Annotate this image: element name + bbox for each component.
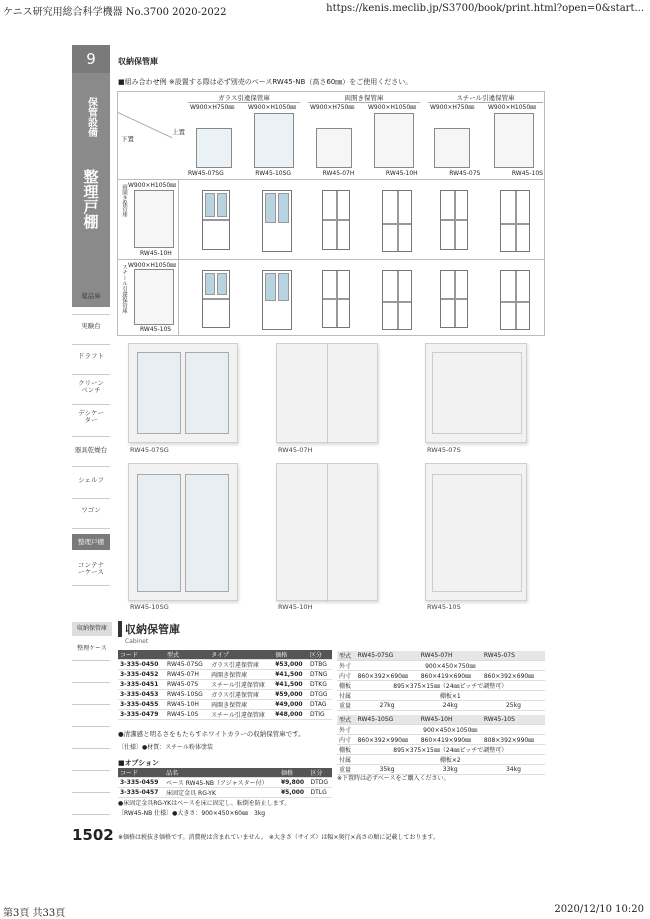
- col-header: 品名: [164, 768, 279, 778]
- sidebar-item-container-case[interactable]: コンテナーケース: [78, 561, 104, 577]
- col-header: 区分: [308, 650, 332, 660]
- size-label: W900×H1050㎜: [488, 104, 537, 111]
- sidebar-item-draft[interactable]: ドラフト: [78, 352, 104, 360]
- cabinet-steel-icon: [434, 128, 470, 168]
- photo-caption: RW45-07S: [427, 446, 461, 454]
- table-row: 3-335-0453 RW45-10SG ガラス引違保管庫 ¥59,000 DTGG: [118, 690, 332, 700]
- stack-glass-steel-icon: [202, 270, 230, 328]
- photo-caption: RW45-07H: [278, 446, 313, 454]
- model-label: RW45-10H: [385, 170, 418, 177]
- cabinet-steel-icon: [134, 269, 174, 325]
- stack-hinged-hinged-icon: [322, 190, 350, 250]
- model-label: RW45-07H: [322, 170, 355, 177]
- group-label: 保管設備: [85, 97, 97, 137]
- stack-glass-hinged-icon: [202, 190, 230, 250]
- group-steel-sliding: スチール引違保管庫: [428, 93, 543, 103]
- photo-caption: RW45-07SG: [130, 446, 169, 454]
- stack-glass-hinged-icon: [262, 190, 292, 252]
- table-row: 付属 棚板×1: [337, 691, 545, 701]
- combo-title: ■組み合わせ例 ※設置する際は必ず別売のベースRW45-NB（高さ60㎜）をご使用ください。: [118, 78, 413, 86]
- sidebar-item-lab-bench[interactable]: 実験台: [81, 322, 101, 330]
- chapter-sidebar: [72, 73, 110, 307]
- tab-cabinet[interactable]: 収納保管庫: [72, 622, 112, 636]
- spec-table-750: 型式 RW45-07SG RW45-07H RW45-07S 外寸 900×450×750㎜ 内寸 860×392×690㎜ 860×419×690㎜ 860×392×690㎜ 棚板 895×375×15㎜（24㎜ピッチで調整可） 付属 棚板×1 重量 27kg 24kg 25kg: [337, 651, 545, 711]
- row-label: スチール引違保管庫: [121, 264, 127, 314]
- footnote: ※価格は税抜き価格です。消費税は含まれていません。 ※大きさ（サイズ）は幅×奥行×高さの順に記載しております。: [118, 834, 439, 841]
- table-row: 3-335-0455 RW45-10H 両開き保管庫 ¥49,000 DTAG: [118, 700, 332, 710]
- chapter-number: 9: [72, 45, 110, 73]
- col-header: コード: [118, 768, 164, 778]
- stack-steel-steel-icon: [440, 270, 468, 328]
- table-row: 内寸 860×392×990㎜ 860×419×990㎜ 808×392×990㎜: [337, 735, 545, 745]
- cabinet-glass-icon: [254, 113, 294, 168]
- sidebar-item-shelf[interactable]: シェルフ: [78, 476, 104, 484]
- size-label: W900×H1050㎜: [368, 104, 417, 111]
- cabinet-hinged-icon: [134, 190, 174, 248]
- table-row: 棚板 895×375×15㎜（24㎜ピッチで調整可）: [337, 745, 545, 755]
- option-note: ●床固定金具RG-YKはベースを床に固定し、転倒を防止します。: [118, 800, 291, 807]
- stack-steel-hinged-icon: [500, 190, 530, 252]
- table-row: 3-335-0457 床固定金具 RG-YK ¥5,000 DTLG: [118, 788, 332, 798]
- product-spec-note: 〔仕様〕●材質：スチール粉体塗装: [118, 744, 213, 751]
- page-url: https://kenis.meclib.jp/S3700/book/print.html?open=0&start...: [326, 3, 644, 14]
- cabinet-hinged-icon: [316, 128, 352, 168]
- cabinet-steel-icon: [494, 113, 534, 168]
- model-label: RW45-10SG: [255, 170, 292, 177]
- product-photo-hinged: [276, 343, 378, 443]
- col-header: 型式: [165, 650, 209, 660]
- stack-hinged-steel-icon: [382, 270, 412, 330]
- col-header: コード: [118, 650, 165, 660]
- group-glass-sliding: ガラス引違保管庫: [188, 93, 300, 103]
- model-label: RW45-10S: [140, 326, 172, 333]
- title-accent: [118, 621, 122, 637]
- product-photo-steel-tall: [425, 463, 527, 601]
- photo-caption: RW45-10SG: [130, 603, 169, 611]
- col-header: タイプ: [209, 650, 273, 660]
- option-title: ■オプション: [118, 759, 159, 767]
- photo-caption: RW45-10H: [278, 603, 313, 611]
- table-row: 3-335-0459 ベース RW45-NB（アジャスター付） ¥9,800 DTDG: [118, 778, 332, 788]
- spec-note: ※下置時は必ずベースをご購入ください。: [337, 775, 450, 782]
- stack-glass-steel-icon: [262, 270, 292, 330]
- option-table: [118, 768, 332, 798]
- table-row: 重量 35kg 33kg 34kg: [337, 765, 545, 775]
- tab-organizer[interactable]: 整理ケース: [77, 645, 107, 652]
- size-label: W900×H750㎜: [310, 104, 355, 111]
- col-header: 区分: [309, 768, 333, 778]
- window-title: ケニス研究用総合科学機器 No.3700 2020-2022: [3, 7, 227, 18]
- size-label: W900×H750㎜: [190, 104, 235, 111]
- col-header: 価格: [279, 768, 309, 778]
- bottom-label: 下置: [121, 135, 134, 143]
- size-label: W900×H1050㎜: [128, 182, 177, 189]
- sidebar-item-dryer[interactable]: 器具乾燥台: [74, 446, 108, 454]
- sidebar-item-clean-bench[interactable]: クリーンベンチ: [78, 379, 104, 395]
- stack-steel-steel-icon: [500, 270, 530, 330]
- sidebar-item-cabinet-active[interactable]: 整理戸棚: [72, 534, 110, 550]
- product-photo-glass: [128, 343, 238, 443]
- table-row: 内寸 860×392×690㎜ 860×419×690㎜ 860×392×690㎜: [337, 671, 545, 681]
- table-row: 3-335-0452 RW45-07H 両開き保管庫 ¥41,500 DTNG: [118, 670, 332, 680]
- model-label: RW45-07SG: [188, 170, 224, 177]
- table-row: 付属 棚板×2: [337, 755, 545, 765]
- stack-steel-hinged-icon: [440, 190, 468, 250]
- table-row: 重量 27kg 24kg 25kg: [337, 701, 545, 711]
- size-label: W900×H750㎜: [430, 104, 475, 111]
- stack-hinged-hinged-icon: [382, 190, 412, 252]
- sidebar-item-chemical-storage[interactable]: 薬品庫: [81, 292, 101, 300]
- photo-caption: RW45-10S: [427, 603, 461, 611]
- product-title: 収納保管庫: [125, 623, 180, 636]
- col-header: 価格: [273, 650, 308, 660]
- product-photo-steel: [425, 343, 527, 443]
- section-title: 収納保管庫: [118, 57, 158, 66]
- combination-grid: [117, 91, 545, 336]
- table-row: 3-335-0451 RW45-07S スチール引違保管庫 ¥41,500 DTKG: [118, 680, 332, 690]
- page-number: 1502: [72, 826, 114, 844]
- page-counter: 第3頁 共33頁: [3, 908, 66, 919]
- sidebar-item-desiccator[interactable]: デシケーター: [78, 409, 104, 425]
- model-label: RW45-10S: [511, 170, 543, 177]
- cabinet-glass-icon: [196, 128, 232, 168]
- print-timestamp: 2020/12/10 10:20: [554, 904, 644, 915]
- group-hinged: 両開き保管庫: [308, 93, 420, 103]
- price-table: [118, 650, 332, 720]
- stack-hinged-steel-icon: [322, 270, 350, 328]
- table-row: 外寸 900×450×750㎜: [337, 661, 545, 671]
- model-label: RW45-10H: [140, 250, 172, 257]
- product-photo-glass-tall: [128, 463, 238, 601]
- product-note: ●清潔感と明るさをもたらすホワイトカラーの収納保管庫です。: [118, 730, 305, 738]
- chapter-title: 整理戸棚: [81, 169, 100, 229]
- row-label: 両開き保管庫: [121, 184, 127, 217]
- table-row: 棚板 895×375×15㎜（24㎜ピッチで調整可）: [337, 681, 545, 691]
- size-label: W900×H1050㎜: [128, 262, 177, 269]
- product-subtitle: Cabinet: [125, 638, 149, 645]
- product-photo-hinged-tall: [276, 463, 378, 601]
- top-label: 上置: [172, 128, 185, 136]
- size-label: W900×H1050㎜: [248, 104, 297, 111]
- table-row: 外寸 900×450×1050㎜: [337, 725, 545, 735]
- option-spec-note: 〔RW45-NB 仕様〕●大きさ：900×450×60㎜ 3kg: [118, 810, 266, 817]
- table-row: 3-335-0479 RW45-10S スチール引違保管庫 ¥48,000 DTIG: [118, 710, 332, 720]
- cabinet-hinged-icon: [374, 113, 414, 168]
- model-label: RW45-07S: [449, 170, 481, 177]
- table-row: 3-335-0450 RW45-07SG ガラス引違保管庫 ¥53,000 DTBG: [118, 660, 332, 670]
- sidebar-item-wagon[interactable]: ワゴン: [81, 506, 101, 514]
- spec-table-1050: 型式 RW45-10SG RW45-10H RW45-10S 外寸 900×450×1050㎜ 内寸 860×392×990㎜ 860×419×990㎜ 808×392×990㎜ 棚板 895×375×15㎜（24㎜ピッチで調整可） 付属 棚板×2 重量 35kg 33kg 34kg: [337, 715, 545, 775]
